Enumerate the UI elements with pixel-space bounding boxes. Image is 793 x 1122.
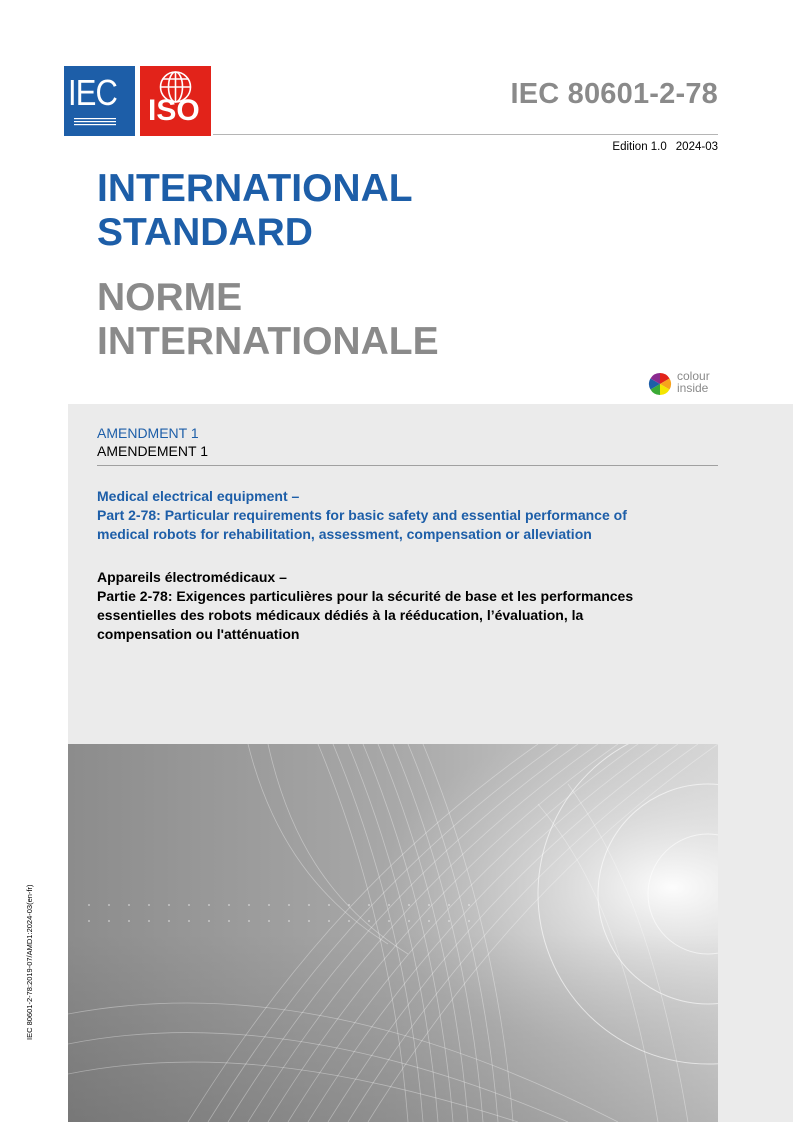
amendment-divider — [97, 465, 718, 466]
standard-number: IEC 80601-2-78 — [510, 78, 718, 110]
subject-french-line3: essentielles des robots médicaux dédiés à la rééducation, l’évaluation, la — [97, 607, 584, 623]
cover-artwork — [68, 744, 718, 1122]
iec-logo-lines-icon — [74, 118, 116, 126]
iec-logo-text: IEC — [68, 72, 118, 113]
colour-inside-badge — [648, 370, 718, 398]
title-english — [97, 167, 413, 255]
amendment-english: AMENDMENT 1 — [97, 425, 199, 441]
subject-french — [97, 568, 737, 644]
title-english-line1: INTERNATIONAL — [97, 167, 413, 210]
colour-text-line1: colour — [677, 369, 710, 383]
subject-english-line3: medical robots for rehabilitation, assessment, compensation or alleviation — [97, 526, 592, 542]
colour-inside-text — [677, 370, 710, 394]
title-french-line2: INTERNATIONALE — [97, 320, 439, 363]
amendment-french: AMENDEMENT 1 — [97, 443, 208, 459]
spine-reference: IEC 80601-2-78:2019-07/AMD1:2024-03(en-fr) — [25, 884, 34, 1040]
iso-logo — [140, 66, 211, 136]
header-divider — [213, 134, 718, 135]
subject-french-line1: Appareils électromédicaux – — [97, 569, 287, 585]
title-french — [97, 276, 439, 364]
title-french-line1: NORME — [97, 276, 243, 319]
iec-logo — [64, 66, 135, 136]
subject-english-line2: Part 2-78: Particular requirements for basic safety and essential performance of — [97, 507, 627, 523]
title-english-line2: STANDARD — [97, 211, 313, 254]
subject-english — [97, 487, 737, 544]
iso-logo-text: ISO — [148, 94, 200, 127]
colour-text-line2: inside — [677, 381, 709, 395]
subject-english-line1: Medical electrical equipment – — [97, 488, 300, 504]
subject-french-line4: compensation ou l'atténuation — [97, 626, 300, 642]
edition-label: Edition 1.0 — [612, 141, 667, 153]
subject-french-line2: Partie 2-78: Exigences particulières pour la sécurité de base et les performances — [97, 588, 634, 604]
edition-date: 2024-03 — [675, 141, 718, 153]
colour-wheel-icon — [648, 372, 672, 396]
abstract-curves-image — [68, 744, 718, 1122]
edition-line — [612, 141, 718, 153]
